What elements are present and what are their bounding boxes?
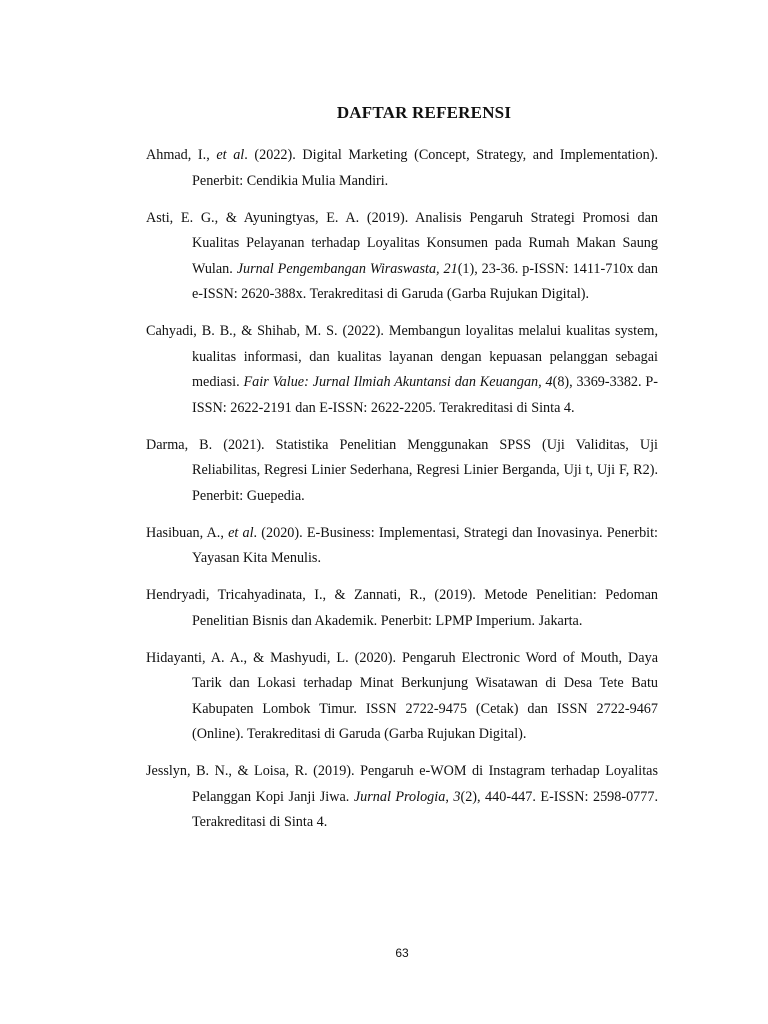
reference-entry [146, 433, 658, 510]
reference-text: , [445, 788, 454, 805]
reference-text: Asti, E. G., & Ayuningtyas, E. A. (2019). Analisis Pengaruh Strategi Promosi dan Kualitas Pelayanan terhadap Loyalitas Konsumen pada Rumah Makan Saung Wulan. [146, 209, 658, 277]
reference-text: Jesslyn, B. N., & Loisa, R. (2019). Pengaruh e-WOM di Instagram terhadap Loyalitas Pelanggan Kopi Janji Jiwa. [146, 763, 658, 805]
reference-text: Hidayanti, A. A., & Mashyudi, L. (2020). Pengaruh Electronic Word of Mouth, Daya Tarik dan Lokasi terhadap Minat Berkunjung Wisatawan di Desa Tete Batu Kabupaten Lombok Timur. ISSN 2722-9475 (Cetak) dan ISSN 2722-9467 (Online). Terakreditasi di Garuda (Garba Rujukan Digital). [146, 649, 658, 742]
reference-list [146, 143, 658, 847]
reference-text: (1), 23-36. p-ISSN: 1411-710x dan e-ISSN: 2620-388x. Terakreditasi di Garuda (Garba Rujukan Digital). [192, 260, 658, 302]
reference-text: . (2022). Digital Marketing (Concept, Strategy, and Implementation). Penerbit: Cendikia Mulia Mandiri. [192, 147, 658, 189]
reference-entry [146, 646, 658, 748]
reference-text: Cahyadi, B. B., & Shihab, M. S. (2022). Membangun loyalitas melalui kualitas system, kualitas informasi, dan kualitas layanan dengan kepuasan pelanggan sebagai mediasi. [146, 323, 658, 390]
reference-italic-text: 3 [453, 788, 461, 805]
reference-entry [146, 143, 658, 194]
page-number: 63 [395, 946, 409, 960]
reference-entry [146, 521, 658, 572]
reference-entry [146, 319, 658, 421]
reference-italic-text: Fair Value: Jurnal Ilmiah Akuntansi dan Keuangan, 4 [243, 374, 553, 390]
page-title: DAFTAR REFERENSI [336, 103, 512, 122]
reference-italic-text: Jurnal Pengembangan Wiraswasta, 21 [236, 260, 458, 277]
reference-text: Hasibuan, A., [146, 524, 229, 541]
reference-text: (2), 440-447. E-ISSN: 2598-0777. Terakreditasi di Sinta 4. [192, 788, 659, 830]
reference-text: Ahmad, I., [146, 147, 217, 163]
reference-italic-text: et al [228, 524, 254, 541]
reference-entry [146, 206, 658, 308]
reference-italic-text: Jurnal Prologia [353, 788, 446, 805]
reference-entry [146, 759, 658, 836]
reference-text: Hendryadi, Tricahyadinata, I., & Zannati, R., (2019). Metode Penelitian: Pedoman Penelitian Bisnis dan Akademik. Penerbit: LPMP Imperium. Jakarta. [146, 587, 658, 629]
reference-italic-text: et al [216, 147, 245, 163]
reference-text: . (2020). E-Business: Implementasi, Strategi dan Inovasinya. Penerbit: Yayasan Kita Menulis. [192, 524, 658, 566]
reference-entry [146, 583, 658, 634]
reference-text: (8), 3369-3382. P-ISSN: 2622-2191 dan E-ISSN: 2622-2205. Terakreditasi di Sinta 4. [192, 374, 658, 416]
reference-text: Darma, B. (2021). Statistika Penelitian Menggunakan SPSS (Uji Validitas, Uji Reliabilitas, Regresi Linier Sederhana, Regresi Linier Berganda, Uji t, Uji F, R2). Penerbit: Guepedia. [146, 436, 658, 504]
